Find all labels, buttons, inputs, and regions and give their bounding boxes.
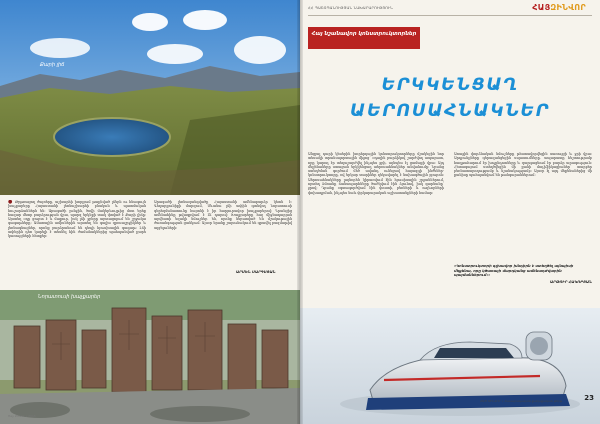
left-article-body (8, 200, 292, 290)
page-gutter (297, 0, 303, 424)
pull-quote-author: ԱՐԹՈՒՐ ՀԱԿՈԲՅԱՆ (549, 279, 592, 284)
khachkar-photo-caption: Նորատուսի խաչքարեր (38, 294, 101, 300)
page-number: 23 (584, 394, 594, 402)
right-column-1: Անցյալ դարի կեսերին խորհրդային կոնստրուկտորները մշակեցին նոր տեսակի տրանսպորտային միջոց՝ օդային բարձիկով շարժվող ապարատ, որը կարող էր տեղաշարժվել ինչպես ջրի, այնպես էլ ցամաքի վրա։ Այդ մեքենաները ստացան երկկենցաղ աերոսահնակներ անվանումը։ Նրանց ստեղծման գործում մեծ ավանդ ունեցավ հայազգի ինժեներ-կոնստրուկտորը, ով երկար տարիներ ղեկավարել է նախագծային բյուրոն։ Աերոսահնակները լայնորեն կիրառվում էին հյուսիսային շրջաններում, որտեղ ձմռանը ճանապարհները ծածկվում էին ձյունով, իսկ գարնանը՝ ջրով։ Դրանք օգտագործվում էին փոստի, բեռների և ուղևորների փոխադրման, ինչպես նաև փրկարարական աշխատանքների համար։ (308, 152, 444, 195)
left-page-footer: Hay Zinvor • 2015 (8, 414, 36, 418)
dropcap-mark: ● (8, 200, 14, 205)
article-title-line-1: ԵՐԿԿԵՆՑԱՂ (381, 75, 519, 95)
running-head: ՀՀ ՊԱՇՏՊԱՆՈՒԹՅԱՆ ՆԱԽԱՐԱՐՈՒԹՅՈՒՆ (308, 6, 394, 10)
header-rule (308, 15, 592, 16)
left-column-1 (8, 200, 146, 290)
hovercraft-photo (300, 308, 600, 424)
pull-quote-text: «Կոնստրուկտորի գլխավոր խնդիրն է ստեղծել այնպիսի մեքենա, որը կծառայի մարդկանց ամենադժվարին պայմաններում»։ (454, 264, 574, 278)
lake-photo (0, 0, 300, 195)
logo-part-1: ՀԱՅ (532, 3, 551, 12)
khachkar-photo (0, 290, 300, 424)
left-column-1-text: Թրթռացող ժայռերը, աշխարհի խորքում թաքնված լճերն ու հնագույն խաչքարերը Հայաստանի լեռնաշխարհի բնական և պատմական հուշարձաններն են։ Արագածի լանջին, ծովի մակերևույթից մոտ երեք հազար մետր բարձրության վրա, պարզ երկնքի տակ փռված է Քարի լիճը։ Այստեղ օդը ցուրտ է և մաքուր, իսկ լճի ջրերը արտացոլում են շրջակա գագաթները։ Ամառային ամիսներին այստեղ են գալիս զբոսաշրջիկներ և լեռնագնացներ, որոնք բարձրանում են դեպի հյուսիսային գագաթ։ Լճի ափերին դեռ կարելի է տեսնել հին ժամանակներից պահպանված քարե կառույցների հետքեր։ (8, 200, 146, 239)
article-title-line-2: ԱԵՐՈՍԱՀՆԱԿՆԵՐ (350, 101, 550, 121)
right-page-footer: ՀԱՅ ԶԻՆՎՈՐ • Հասարակական-քաղաքական թերթ (480, 399, 563, 403)
magazine-logo (532, 3, 586, 12)
lake-photo-caption: Քարի լիճ (40, 62, 65, 68)
logo-part-2: ԶԻՆՎՈՐ (550, 3, 586, 12)
section-banner: Հայ նշանավոր կոնստրուկտորներ (308, 27, 420, 49)
left-column-2: Արագածի լեռնազանգվածը Հայաստանի ամենաբարձր կետն է։ Գեղարքունիքի մարզում, Սևանա լճի ափին գտնվող Նորատուսի գերեզմանատունը հայտնի է իր հարյուրավոր խաչքարերով։ Դրանցից ամենահինը թվագրվում է IX դարով։ Խաչքարերը հայ միջնադարյան արվեստի եզակի նմուշներ են, որոնք ներառված են մշակութային ժառանգության ցանկում։ Այսօր նրանք շարունակում են գրավել բազմաթիվ այցելուների։ (154, 200, 292, 230)
article-title (300, 72, 600, 124)
right-page (300, 0, 600, 424)
left-byline: ԱՐՄԵՆ ՍԱՐԳՍՅԱՆ (236, 270, 276, 274)
pull-quote (454, 264, 592, 304)
right-column-2: Առաջին փորձնական նմուշները թեստավորվեցին սառույցի և ջրի վրա։ Արդյունքները գերազանցեցին սպասումները. ապարատը հեշտությամբ հաղթահարում էր խոչընդոտները և զարգացնում էր բարձր արագություն։ Հետագայում ստեղծվեցին մի քանի մոդիֆիկացիաներ՝ տարբեր բեռնատարողությամբ և նշանակությամբ։ Այսօր էլ այդ մեքենաներից մի քանիսը պահպանվում են թանգարաններում։ (454, 152, 592, 178)
